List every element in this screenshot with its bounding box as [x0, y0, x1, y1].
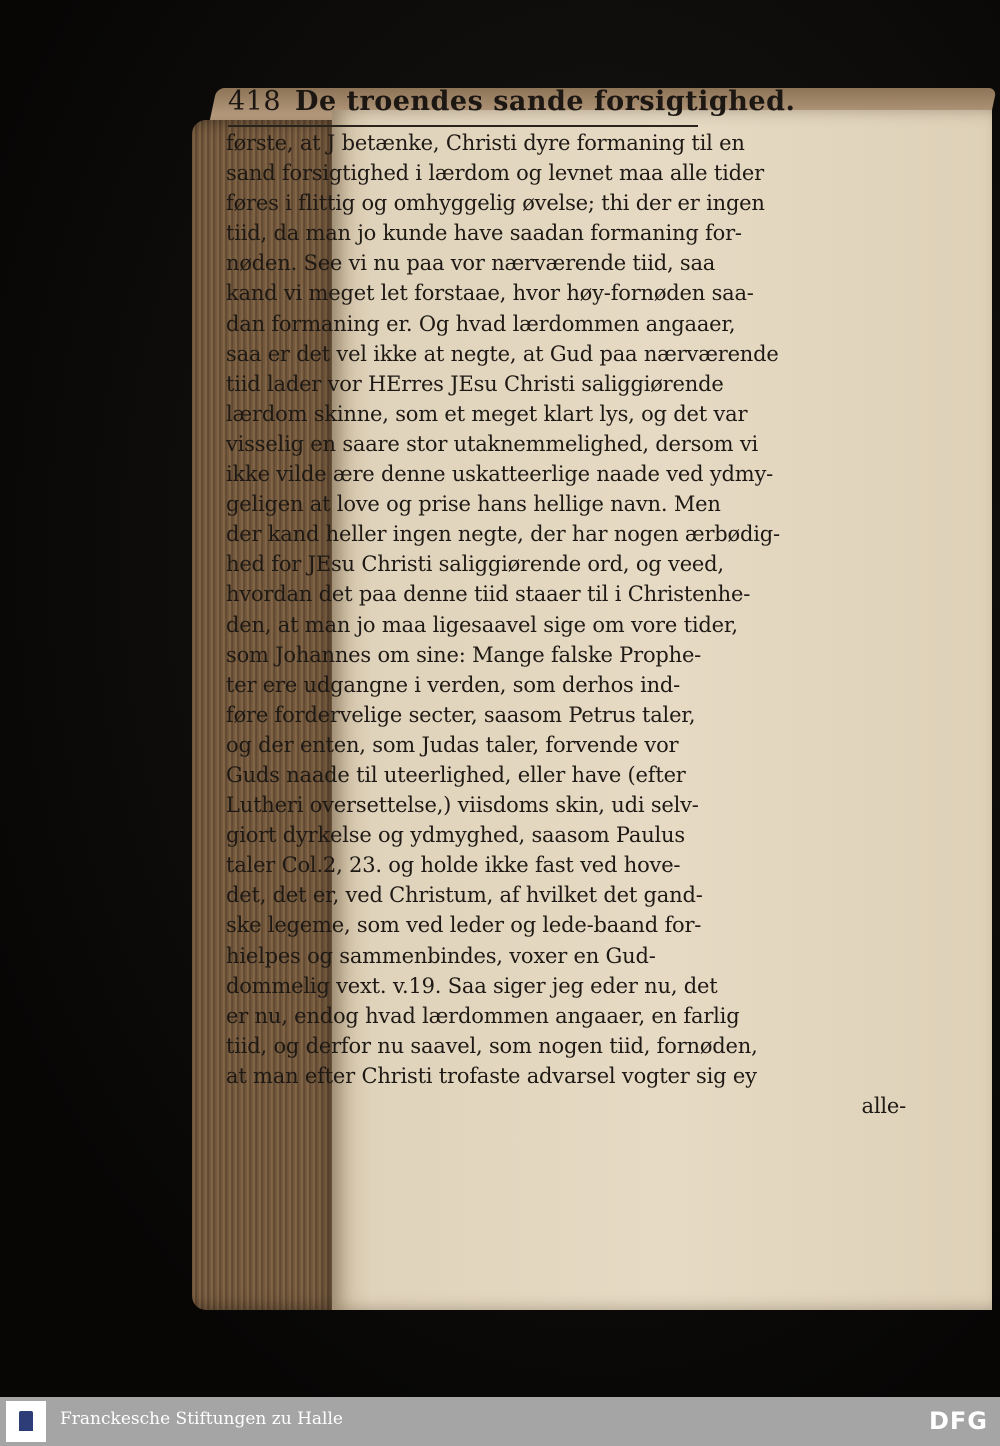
- text-line: er nu, endog hvad lærdommen angaaer, en farlig: [226, 1003, 740, 1028]
- text-line: som Johannes om sine: Mange falske Prophe-: [226, 642, 702, 667]
- text-line: kand vi meget let forstaae, hvor høy-fornøden saa-: [226, 281, 754, 306]
- text-line: giort dyrkelse og ydmyghed, saasom Paulus: [226, 823, 685, 848]
- funder-logo[interactable]: DFG: [928, 1407, 988, 1435]
- running-head-rule: [228, 125, 698, 127]
- text-line: ter ere udgangne i verden, som derhos ind-: [226, 672, 681, 697]
- text-line: dan formaning er. Og hvad lærdommen angaaer,: [226, 311, 736, 336]
- text-line: tiid, da man jo kunde have saadan formaning for-: [226, 221, 742, 246]
- text-line: nøden. See vi nu paa vor nærværende tiid, saa: [226, 251, 716, 276]
- text-line: visselig en saare stor utaknemmelighed, dersom vi: [226, 431, 759, 456]
- text-line: ikke vilde ære denne uskatteerlige naade ved ydmy-: [226, 462, 774, 487]
- text-line: dommelig vext. v.19. Saa siger jeg eder nu, det: [226, 973, 718, 998]
- text-line: første, at J betænke, Christi dyre formaning til en: [226, 131, 745, 155]
- page-text: [226, 128, 966, 1121]
- text-line: lærdom skinne, som et meget klart lys, og det var: [226, 401, 748, 426]
- text-line: sand forsigtighed i lærdom og levnet maa alle tider: [226, 161, 764, 186]
- text-line: hielpes og sammenbindes, voxer en Gud-: [226, 943, 656, 968]
- text-line: taler Col.2, 23. og holde ikke fast ved hove-: [226, 853, 681, 878]
- text-line: og der enten, som Judas taler, forvende vor: [226, 732, 679, 757]
- page-number: 418: [228, 86, 282, 117]
- text-line: saa er det vel ikke at negte, at Gud paa nærværende: [226, 341, 779, 366]
- text-line: ske legeme, som ved leder og lede-baand for-: [226, 913, 702, 938]
- text-line: føres i flittig og omhyggelig øvelse; thi der er ingen: [226, 191, 765, 216]
- text-line: at man efter Christi trofaste advarsel vogter sig ey: [226, 1063, 757, 1088]
- text-line: den, at man jo maa ligesaavel sige om vore tider,: [226, 612, 738, 637]
- institution-logo[interactable]: [6, 1401, 46, 1442]
- running-head-title: De troendes sande forsigtighed.: [295, 86, 796, 117]
- text-line: tiid lader vor HErres JEsu Christi saliggiørende: [226, 371, 724, 396]
- text-line: hed for JEsu Christi saliggiørende ord, og veed,: [226, 552, 724, 577]
- text-line: geligen at love og prise hans hellige navn. Men: [226, 492, 721, 517]
- running-head: [228, 86, 918, 122]
- text-line: føre fordervelige secter, saasom Petrus taler,: [226, 702, 696, 727]
- text-line: det, det er, ved Christum, af hvilket det gand-: [226, 883, 703, 908]
- viewer-footer: [0, 1397, 1000, 1446]
- text-line: hvordan det paa denne tiid staaer til i Christenhe-: [226, 582, 751, 607]
- institution-name: Franckesche Stiftungen zu Halle: [60, 1409, 343, 1429]
- text-line: der kand heller ingen negte, der har nogen ærbødig-: [226, 522, 780, 547]
- building-icon: [19, 1411, 33, 1431]
- text-line: tiid, og derfor nu saavel, som nogen tiid, fornøden,: [226, 1033, 758, 1058]
- catchword: alle-: [861, 1094, 906, 1118]
- text-line: Lutheri oversettelse,) viisdoms skin, udi selv-: [226, 793, 699, 818]
- text-line: Guds naade til uteerlighed, eller have (efter: [226, 762, 686, 787]
